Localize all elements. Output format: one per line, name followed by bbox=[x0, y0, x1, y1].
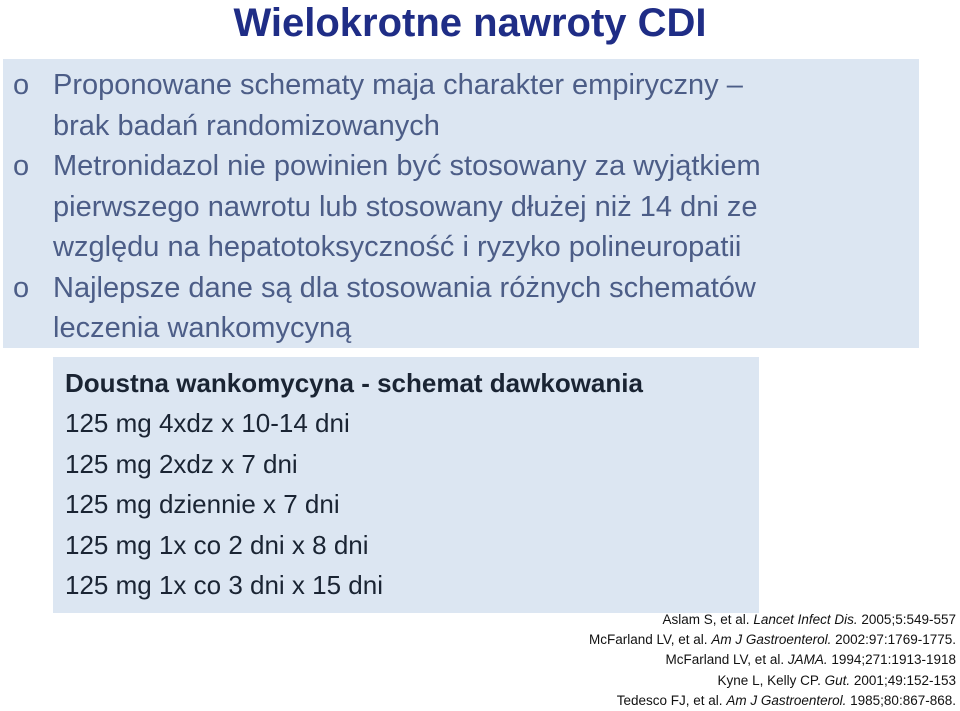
dosing-item: 125 mg dziennie x 7 dni bbox=[65, 489, 340, 520]
bullet-line: względu na hepatotoksyczność i ryzyko polineuropatii bbox=[53, 231, 742, 263]
bullet-marker-icon: o bbox=[13, 69, 30, 101]
bullet-line: brak badań randomizowanych bbox=[53, 109, 440, 142]
key-points-box bbox=[3, 59, 919, 348]
reference-journal: Lancet Infect Dis. bbox=[753, 612, 858, 627]
reference-item bbox=[436, 610, 956, 630]
reference-item bbox=[436, 650, 956, 670]
reference-authors: Tedesco FJ, et al. bbox=[616, 692, 723, 708]
bullet-line: leczenia wankomycyną bbox=[53, 312, 352, 344]
dosing-item: 125 mg 1x co 2 dni x 8 dni bbox=[65, 529, 369, 560]
bullet-line: Proponowane schematy maja charakter empiryczny – bbox=[53, 69, 743, 101]
dosing-item: 125 mg 4xdz x 10-14 dni bbox=[65, 408, 350, 438]
reference-item bbox=[436, 630, 956, 650]
dosing-box bbox=[53, 357, 759, 613]
reference-authors: McFarland LV, et al. bbox=[665, 652, 785, 668]
reference-journal: JAMA. bbox=[787, 652, 828, 668]
reference-authors: Aslam S, et al. bbox=[662, 612, 750, 627]
reference-details: 1985;80:867-868. bbox=[850, 692, 956, 708]
bullet-marker-icon: o bbox=[13, 150, 30, 182]
dosing-list bbox=[65, 403, 383, 606]
references-list bbox=[436, 610, 956, 711]
reference-item bbox=[436, 671, 956, 691]
dosing-title: Doustna wankomycyna - schemat dawkowania bbox=[65, 368, 643, 398]
reference-details: 2002:97:1769-1775. bbox=[835, 632, 956, 648]
reference-journal: Am J Gastroenterol. bbox=[726, 692, 847, 708]
bullet-item bbox=[3, 146, 919, 268]
bullet-line: Metronidazol nie powinien być stosowany za wyjątkiem bbox=[53, 150, 761, 182]
bullet-item bbox=[3, 268, 919, 349]
bullet-item bbox=[3, 65, 919, 146]
bullet-line: Najlepsze dane są dla stosowania różnych schematów bbox=[53, 271, 756, 304]
reference-details: 2001;49:152-153 bbox=[853, 672, 956, 688]
reference-journal: Am J Gastroenterol. bbox=[711, 632, 832, 648]
dosing-item: 125 mg 1x co 3 dni x 15 dni bbox=[65, 570, 383, 601]
reference-authors: Kyne L, Kelly CP. bbox=[717, 672, 821, 688]
reference-details: 1994;271:1913-1918 bbox=[831, 652, 956, 668]
bullet-line: pierwszego nawrotu lub stosowany dłużej niż 14 dni ze bbox=[53, 190, 758, 223]
slide-title: Wielokrotne nawroty CDI bbox=[233, 1, 707, 45]
reference-authors: McFarland LV, et al. bbox=[588, 632, 708, 648]
reference-journal: Gut. bbox=[824, 672, 851, 688]
reference-item bbox=[436, 691, 956, 711]
bullet-marker-icon: o bbox=[13, 271, 30, 304]
dosing-item: 125 mg 2xdz x 7 dni bbox=[65, 448, 298, 479]
reference-details: 2005;5:549-557 bbox=[861, 612, 956, 627]
bullet-list bbox=[3, 65, 919, 349]
